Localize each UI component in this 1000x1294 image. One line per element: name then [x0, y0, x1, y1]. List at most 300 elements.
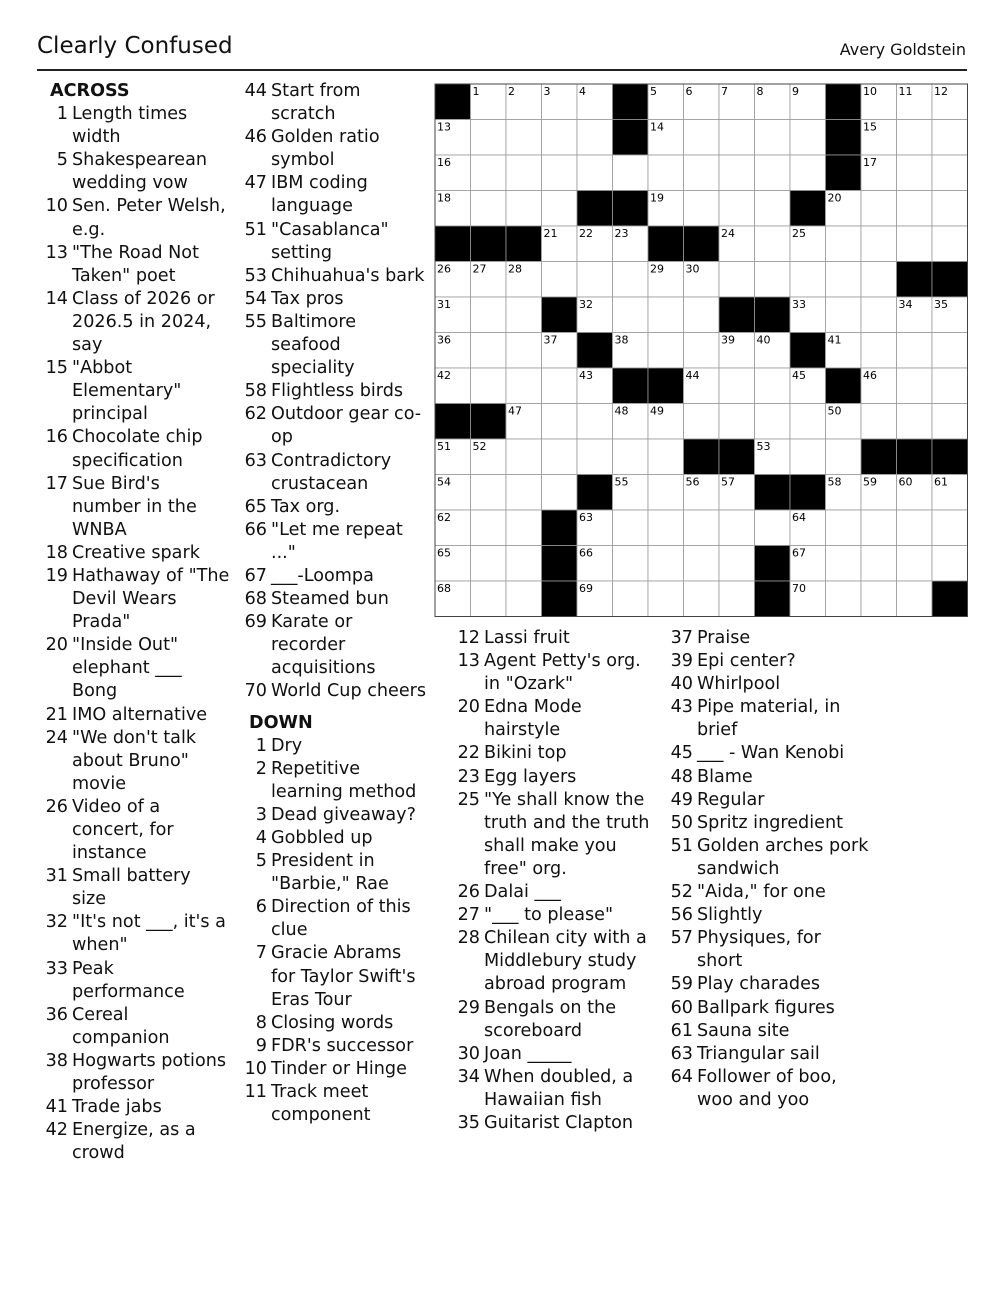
- cell-number: 59: [863, 475, 877, 489]
- grid-cell[interactable]: [684, 297, 720, 333]
- grid-cell[interactable]: [542, 120, 578, 156]
- grid-cell[interactable]: [790, 120, 826, 156]
- clue-column-2: [239, 80, 429, 1127]
- clue-text: "Casablanca" setting: [271, 219, 389, 263]
- grid-cell[interactable]: [897, 546, 933, 582]
- clue-number: 6: [255, 897, 267, 918]
- clue-text: Length times width: [72, 104, 188, 148]
- clue-text: Flightless birds: [271, 381, 404, 402]
- crossword-grid[interactable]: [434, 83, 968, 617]
- grid-cell[interactable]: [932, 226, 968, 262]
- clue-text: Edna Mode hairstyle: [484, 697, 582, 741]
- clue-number: 63: [244, 450, 267, 471]
- grid-cell[interactable]: [684, 333, 720, 369]
- clue-item[interactable]: [665, 1066, 870, 1112]
- grid-cell[interactable]: [577, 155, 613, 191]
- clue-item[interactable]: [239, 1012, 429, 1035]
- clue-item[interactable]: [665, 973, 870, 996]
- cell-number: 30: [685, 262, 700, 276]
- clue-text: Dead giveaway?: [271, 804, 416, 825]
- clue-item[interactable]: [452, 742, 657, 765]
- grid-cell[interactable]: [506, 297, 542, 333]
- clue-number: 23: [457, 766, 480, 787]
- black-square: [542, 546, 578, 582]
- grid-cell[interactable]: [861, 404, 897, 440]
- clue-item[interactable]: [452, 650, 657, 696]
- clue-item[interactable]: [239, 1081, 429, 1127]
- grid-cell[interactable]: [613, 510, 649, 546]
- grid-cell[interactable]: [577, 120, 613, 156]
- clue-item[interactable]: [40, 357, 230, 426]
- grid-cell[interactable]: [861, 191, 897, 227]
- clue-item[interactable]: [40, 1004, 230, 1050]
- clue-item[interactable]: [239, 680, 429, 703]
- grid-cell[interactable]: [471, 155, 507, 191]
- grid-cell[interactable]: [506, 475, 542, 511]
- clue-item[interactable]: [239, 735, 429, 758]
- grid-cell[interactable]: [471, 368, 507, 404]
- clue-text: Tinder or Hinge: [271, 1058, 407, 1079]
- grid-cell[interactable]: [471, 581, 507, 617]
- clue-text: Trade jabs: [72, 1097, 162, 1118]
- grid-cell[interactable]: [542, 262, 578, 298]
- clue-item[interactable]: [239, 80, 429, 126]
- clue-text: President in "Barbie," Rae: [271, 851, 389, 895]
- clue-text: IBM coding language: [271, 173, 368, 217]
- grid-cell[interactable]: [861, 333, 897, 369]
- grid-cell[interactable]: [861, 510, 897, 546]
- clue-item[interactable]: [239, 588, 429, 611]
- grid-cell[interactable]: [542, 439, 578, 475]
- grid-cell[interactable]: [755, 262, 791, 298]
- black-square: [826, 84, 862, 120]
- clue-item[interactable]: [665, 1020, 870, 1043]
- grid-cell[interactable]: [542, 368, 578, 404]
- grid-cell[interactable]: [506, 439, 542, 475]
- cell-number: 37: [543, 333, 558, 347]
- cell-number: 14: [650, 120, 664, 134]
- grid-cell[interactable]: [542, 191, 578, 227]
- clue-item[interactable]: [665, 997, 870, 1020]
- grid-cell[interactable]: [684, 155, 720, 191]
- grid-cell[interactable]: [932, 510, 968, 546]
- cell-number: 65: [437, 546, 451, 560]
- clue-text: Ballpark figures: [697, 997, 835, 1018]
- grid-cell[interactable]: [648, 510, 684, 546]
- clue-item[interactable]: [239, 265, 429, 288]
- grid-cell[interactable]: [471, 510, 507, 546]
- grid-cell[interactable]: [613, 581, 649, 617]
- clue-item[interactable]: [40, 242, 230, 288]
- black-square: [435, 226, 471, 262]
- grid-cell[interactable]: [506, 510, 542, 546]
- clue-item[interactable]: [239, 450, 429, 496]
- grid-cell[interactable]: [684, 191, 720, 227]
- clue-item[interactable]: [239, 219, 429, 265]
- grid-cell[interactable]: [613, 155, 649, 191]
- grid-cell[interactable]: [897, 120, 933, 156]
- clue-number: 19: [45, 565, 68, 586]
- clue-item[interactable]: [452, 696, 657, 742]
- clue-item[interactable]: [40, 149, 230, 195]
- grid-cell[interactable]: [648, 439, 684, 475]
- puzzle-author: Avery Goldstein: [839, 40, 966, 59]
- clue-number: 31: [45, 866, 68, 887]
- clue-item[interactable]: [239, 288, 429, 311]
- grid-cell[interactable]: [506, 368, 542, 404]
- clue-text: World Cup cheers: [271, 681, 427, 702]
- clue-item[interactable]: [40, 542, 230, 565]
- black-square: [755, 546, 791, 582]
- clue-item[interactable]: [40, 1119, 230, 1165]
- grid-cell[interactable]: [826, 226, 862, 262]
- clue-number: 35: [457, 1112, 480, 1133]
- cell-number: 50: [827, 404, 842, 418]
- clue-number: 20: [45, 635, 68, 656]
- cell-number: 56: [685, 475, 700, 489]
- clue-item[interactable]: [665, 627, 870, 650]
- cell-number: 21: [543, 227, 558, 240]
- grid-cell[interactable]: [613, 297, 649, 333]
- clue-item[interactable]: [239, 827, 429, 850]
- grid-cell[interactable]: [613, 546, 649, 582]
- clue-text: Golden arches pork sandwich: [697, 835, 869, 879]
- grid-cell[interactable]: [719, 546, 755, 582]
- grid-cell[interactable]: [897, 191, 933, 227]
- cell-number: 25: [792, 227, 806, 240]
- grid-cell[interactable]: [471, 120, 507, 156]
- grid-cell[interactable]: [932, 155, 968, 191]
- clue-item[interactable]: [239, 519, 429, 565]
- grid-cell[interactable]: [648, 333, 684, 369]
- clue-number: 49: [670, 789, 693, 810]
- grid-cell[interactable]: [932, 120, 968, 156]
- grid-cell[interactable]: [648, 475, 684, 511]
- clue-number: 10: [244, 1058, 267, 1079]
- clue-number: 27: [457, 905, 480, 926]
- clue-item[interactable]: [452, 904, 657, 927]
- grid-cell[interactable]: [861, 262, 897, 298]
- clue-item[interactable]: [40, 796, 230, 865]
- clue-item[interactable]: [239, 758, 429, 804]
- grid-cell[interactable]: [826, 546, 862, 582]
- grid-cell[interactable]: [719, 510, 755, 546]
- clue-number: 70: [244, 681, 267, 702]
- cell-number: 18: [437, 191, 451, 205]
- grid-cell[interactable]: [506, 333, 542, 369]
- clue-item[interactable]: [665, 789, 870, 812]
- clue-item[interactable]: [239, 1058, 429, 1081]
- grid-cell[interactable]: [506, 120, 542, 156]
- grid-cell[interactable]: [826, 510, 862, 546]
- clue-number: 33: [45, 958, 68, 979]
- grid-cell[interactable]: [932, 191, 968, 227]
- grid-cell[interactable]: [542, 404, 578, 440]
- grid-cell[interactable]: [542, 475, 578, 511]
- clue-item[interactable]: [40, 103, 230, 149]
- clue-item[interactable]: [239, 403, 429, 449]
- grid-cell[interactable]: [932, 404, 968, 440]
- clue-item[interactable]: [452, 766, 657, 789]
- grid-cell[interactable]: [826, 439, 862, 475]
- clue-item[interactable]: [452, 1112, 657, 1135]
- grid-cell[interactable]: [897, 581, 933, 617]
- clue-number: 63: [670, 1043, 693, 1064]
- clue-item[interactable]: [665, 766, 870, 789]
- clue-number: 39: [670, 651, 693, 672]
- clue-item[interactable]: [239, 172, 429, 218]
- cell-number: 52: [472, 440, 487, 453]
- clue-item[interactable]: [239, 942, 429, 1011]
- clue-item[interactable]: [452, 789, 657, 881]
- grid-cell[interactable]: [613, 439, 649, 475]
- grid-cell[interactable]: [755, 120, 791, 156]
- clue-item[interactable]: [452, 927, 657, 996]
- grid-cell[interactable]: [471, 475, 507, 511]
- clue-item[interactable]: [40, 865, 230, 911]
- grid-cell[interactable]: [897, 510, 933, 546]
- clue-text: "We don't talk about Bruno" movie: [72, 727, 197, 794]
- grid-cell[interactable]: [790, 262, 826, 298]
- cell-number: 28: [508, 262, 522, 276]
- black-square: [577, 191, 613, 227]
- cell-number: 3: [543, 85, 551, 98]
- clue-text: Hogwarts potions professor: [72, 1050, 227, 1095]
- cell-number: 33: [792, 298, 806, 311]
- grid-cell[interactable]: [719, 404, 755, 440]
- grid-cell[interactable]: [542, 155, 578, 191]
- grid-cell[interactable]: [577, 439, 613, 475]
- grid-cell[interactable]: [755, 510, 791, 546]
- clue-number: 67: [244, 565, 267, 586]
- grid-cell[interactable]: [719, 368, 755, 404]
- black-square: [755, 475, 791, 511]
- clue-item[interactable]: [665, 881, 870, 904]
- clue-number: 10: [45, 196, 68, 217]
- black-square: [826, 120, 862, 156]
- clue-item[interactable]: [40, 1096, 230, 1119]
- grid-cell[interactable]: [790, 155, 826, 191]
- cell-number: 43: [579, 369, 593, 382]
- grid-cell[interactable]: [648, 581, 684, 617]
- grid-cell[interactable]: [932, 333, 968, 369]
- clue-item[interactable]: [40, 727, 230, 796]
- clue-text: Shakespearean wedding vow: [72, 150, 208, 194]
- grid-cell[interactable]: [506, 191, 542, 227]
- clue-item[interactable]: [40, 288, 230, 357]
- clue-number: 59: [670, 974, 693, 995]
- clue-item[interactable]: [665, 927, 870, 973]
- grid-cell[interactable]: [648, 297, 684, 333]
- clue-item[interactable]: [239, 565, 429, 588]
- clue-number: 44: [244, 81, 267, 101]
- grid-cell[interactable]: [506, 546, 542, 582]
- cell-number: 67: [792, 546, 806, 560]
- grid-cell[interactable]: [897, 333, 933, 369]
- grid-cell[interactable]: [684, 581, 720, 617]
- clue-item[interactable]: [665, 812, 870, 835]
- grid-cell[interactable]: [719, 155, 755, 191]
- cell-number: 20: [827, 191, 842, 205]
- grid-cell[interactable]: [790, 404, 826, 440]
- clue-item[interactable]: [40, 958, 230, 1004]
- clue-item[interactable]: [665, 696, 870, 742]
- clue-item[interactable]: [40, 911, 230, 957]
- clue-item[interactable]: [40, 195, 230, 241]
- clue-number: 21: [45, 704, 68, 725]
- grid-cell[interactable]: [755, 191, 791, 227]
- grid-cell[interactable]: [755, 404, 791, 440]
- grid-cell[interactable]: [897, 404, 933, 440]
- cell-number: 51: [437, 440, 451, 453]
- black-square: [755, 297, 791, 333]
- cell-number: 42: [437, 369, 451, 382]
- across-heading: ACROSS: [50, 81, 130, 101]
- black-square: [506, 226, 542, 262]
- clue-text: Whirlpool: [697, 674, 781, 695]
- clue-item[interactable]: [40, 565, 230, 634]
- grid-cell[interactable]: [932, 546, 968, 582]
- clue-item[interactable]: [452, 881, 657, 904]
- cell-number: 4: [579, 85, 586, 98]
- black-square: [542, 581, 578, 617]
- grid-cell[interactable]: [648, 155, 684, 191]
- grid-cell[interactable]: [826, 262, 862, 298]
- grid-cell[interactable]: [506, 155, 542, 191]
- down-heading: DOWN: [249, 712, 313, 733]
- clue-text: Cereal companion: [72, 1004, 170, 1048]
- clue-item[interactable]: [665, 742, 870, 765]
- clue-number: 68: [244, 589, 267, 610]
- grid-cell[interactable]: [506, 581, 542, 617]
- clue-text: "Aida," for one: [697, 882, 826, 903]
- black-square: [613, 120, 649, 156]
- clue-number: 41: [45, 1097, 68, 1118]
- clue-number: 29: [457, 997, 480, 1018]
- black-square: [932, 439, 968, 475]
- cell-number: 69: [579, 582, 593, 595]
- clue-item[interactable]: [239, 850, 429, 896]
- clue-item[interactable]: [239, 611, 429, 680]
- grid-cell[interactable]: [897, 155, 933, 191]
- grid-cell[interactable]: [684, 546, 720, 582]
- clue-text: Bikini top: [484, 743, 567, 764]
- grid-cell[interactable]: [755, 155, 791, 191]
- clue-text: Gobbled up: [271, 828, 373, 848]
- clue-item[interactable]: [452, 627, 657, 650]
- clue-item[interactable]: [239, 311, 429, 380]
- clue-number: 32: [45, 912, 68, 933]
- grid-cell[interactable]: [684, 510, 720, 546]
- clue-item[interactable]: [452, 1066, 657, 1112]
- clue-item[interactable]: [239, 380, 429, 403]
- clue-item[interactable]: [452, 997, 657, 1043]
- grid-cell[interactable]: [755, 368, 791, 404]
- clue-item[interactable]: [239, 496, 429, 519]
- clue-number: 40: [670, 674, 693, 695]
- grid-cell[interactable]: [861, 297, 897, 333]
- clue-number: 13: [45, 242, 68, 263]
- black-square: [613, 191, 649, 227]
- grid-cell[interactable]: [613, 262, 649, 298]
- clue-number: 12: [457, 628, 480, 648]
- grid-cell[interactable]: [755, 226, 791, 262]
- clue-text: "It's not ___, it's a when": [72, 912, 226, 956]
- black-square: [826, 368, 862, 404]
- grid-cell[interactable]: [861, 581, 897, 617]
- grid-cell[interactable]: [471, 546, 507, 582]
- clue-number: 30: [457, 1043, 480, 1064]
- cell-number: 24: [721, 227, 735, 240]
- cell-number: 22: [579, 227, 593, 240]
- grid-cell[interactable]: [471, 191, 507, 227]
- grid-cell[interactable]: [577, 404, 613, 440]
- clue-item[interactable]: [40, 426, 230, 472]
- clue-number: 62: [244, 404, 267, 425]
- clue-number: 1: [56, 104, 68, 125]
- clue-item[interactable]: [239, 1035, 429, 1058]
- clue-item[interactable]: [239, 896, 429, 942]
- clue-text: Small battery size: [72, 866, 191, 910]
- grid-cell[interactable]: [719, 262, 755, 298]
- clue-number: 20: [457, 697, 480, 718]
- clue-text: Regular: [697, 789, 765, 810]
- grid-cell[interactable]: [471, 333, 507, 369]
- grid-cell[interactable]: [471, 297, 507, 333]
- clue-text: Repetitive learning method: [271, 758, 417, 802]
- cell-number: 13: [437, 120, 451, 134]
- grid-cell[interactable]: [577, 262, 613, 298]
- clue-number: 61: [670, 1020, 693, 1041]
- clue-number: 8: [255, 1012, 267, 1033]
- grid-cell[interactable]: [897, 368, 933, 404]
- clue-text: Chilean city with a Middlebury study abroad program: [484, 928, 647, 995]
- clue-item[interactable]: [239, 126, 429, 172]
- clue-item[interactable]: [452, 1043, 657, 1066]
- grid-cell[interactable]: [684, 120, 720, 156]
- black-square: [613, 84, 649, 120]
- clue-number: 64: [670, 1066, 693, 1087]
- clue-item[interactable]: [40, 473, 230, 542]
- clue-item[interactable]: [665, 1043, 870, 1066]
- black-square: [790, 333, 826, 369]
- grid-cell[interactable]: [719, 191, 755, 227]
- clue-item[interactable]: [40, 634, 230, 703]
- grid-cell[interactable]: [861, 546, 897, 582]
- grid-cell[interactable]: [684, 404, 720, 440]
- clue-item[interactable]: [40, 704, 230, 727]
- grid-cell[interactable]: [932, 368, 968, 404]
- grid-cell[interactable]: [648, 546, 684, 582]
- grid-cell[interactable]: [790, 439, 826, 475]
- grid-cell[interactable]: [719, 581, 755, 617]
- clue-item[interactable]: [665, 835, 870, 881]
- grid-cell[interactable]: [826, 581, 862, 617]
- grid-cell[interactable]: [826, 297, 862, 333]
- cell-number: 40: [756, 333, 771, 347]
- black-square: [932, 581, 968, 617]
- cell-number: 55: [614, 475, 629, 489]
- black-square: [577, 333, 613, 369]
- clue-item[interactable]: [40, 1050, 230, 1096]
- clue-item[interactable]: [665, 904, 870, 927]
- clue-item[interactable]: [239, 804, 429, 827]
- grid-cell[interactable]: [861, 226, 897, 262]
- grid-cell[interactable]: [719, 120, 755, 156]
- clue-item[interactable]: [665, 673, 870, 696]
- clue-item[interactable]: [665, 650, 870, 673]
- grid-cell[interactable]: [897, 226, 933, 262]
